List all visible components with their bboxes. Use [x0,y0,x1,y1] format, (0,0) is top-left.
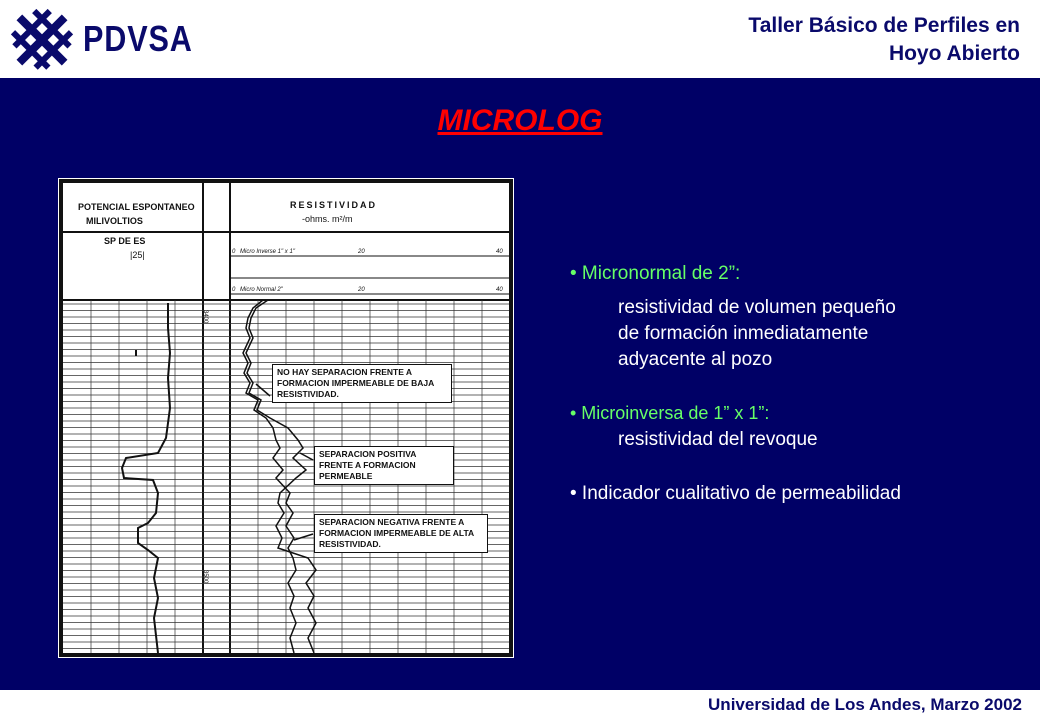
annotation-box-1: NO HAY SEPARACION FRENTE A FORMACION IMPERMEABLE DE BAJA RESISTIVIDAD. [272,364,452,403]
track1-max: 40 [496,249,503,255]
track2-mid: 20 [358,287,365,293]
bullet-2-line-1: resistividad del revoque [618,429,818,450]
footer [0,690,1040,720]
header-title-line-1: Taller Básico de Perfiles en [748,14,1020,37]
track2-zero: 0 [232,287,236,293]
resistivity-header-line-1: RESISTIVIDAD [290,200,378,210]
bullet-2-title: • Microinversa de 1” x 1”: [570,403,770,423]
bullet-1-line-2: de formación inmediatamente [618,323,869,344]
microlog-figure [58,178,514,658]
annotation-box-3: SEPARACION NEGATIVA FRENTE A FORMACION IMPERMEABLE DE ALTA RESISTIVIDAD. [314,514,488,553]
bullet-3-title: • Indicador cualitativo de permeabilidad [570,483,901,504]
annotation-box-2: SEPARACION POSITIVA FRENTE A FORMACION PERMEABLE [314,446,454,485]
depth-label-1: 3400 [202,310,208,324]
track2-name: Micro Normal 2" [240,287,283,293]
sp-scale-label: SP DE ES [104,236,146,246]
sp-scale-value: |25| [130,250,145,260]
header-title [748,12,1020,68]
track1-zero: 0 [232,249,236,255]
sp-header-line-2: MILIVOLTIOS [86,216,143,226]
footer-text: Universidad de Los Andes, Marzo 2002 [708,695,1022,714]
bullet-1-line-1: resistividad de volumen pequeño [618,297,896,318]
header-title-line-2: Hoyo Abierto [888,42,1020,65]
resistivity-header-line-2: -ohms. m²/m [302,214,353,224]
pdvsa-logo-icon [10,8,74,72]
slide-title: MICROLOG [437,104,603,137]
track2-max: 40 [496,287,503,293]
bullet-1-title: • Micronormal de 2”: [570,263,741,284]
header [0,0,1040,78]
track1-mid: 20 [358,249,365,255]
sp-header-line-1: POTENCIAL ESPONTANEO [78,202,195,212]
track1-name: Micro Inverse 1" x 1" [240,249,295,255]
depth-label-2: 3500 [202,570,208,584]
slide-body [0,78,1040,690]
logo-text: PDVSA [83,18,193,59]
bullet-1-line-3: adyacente al pozo [618,349,773,370]
